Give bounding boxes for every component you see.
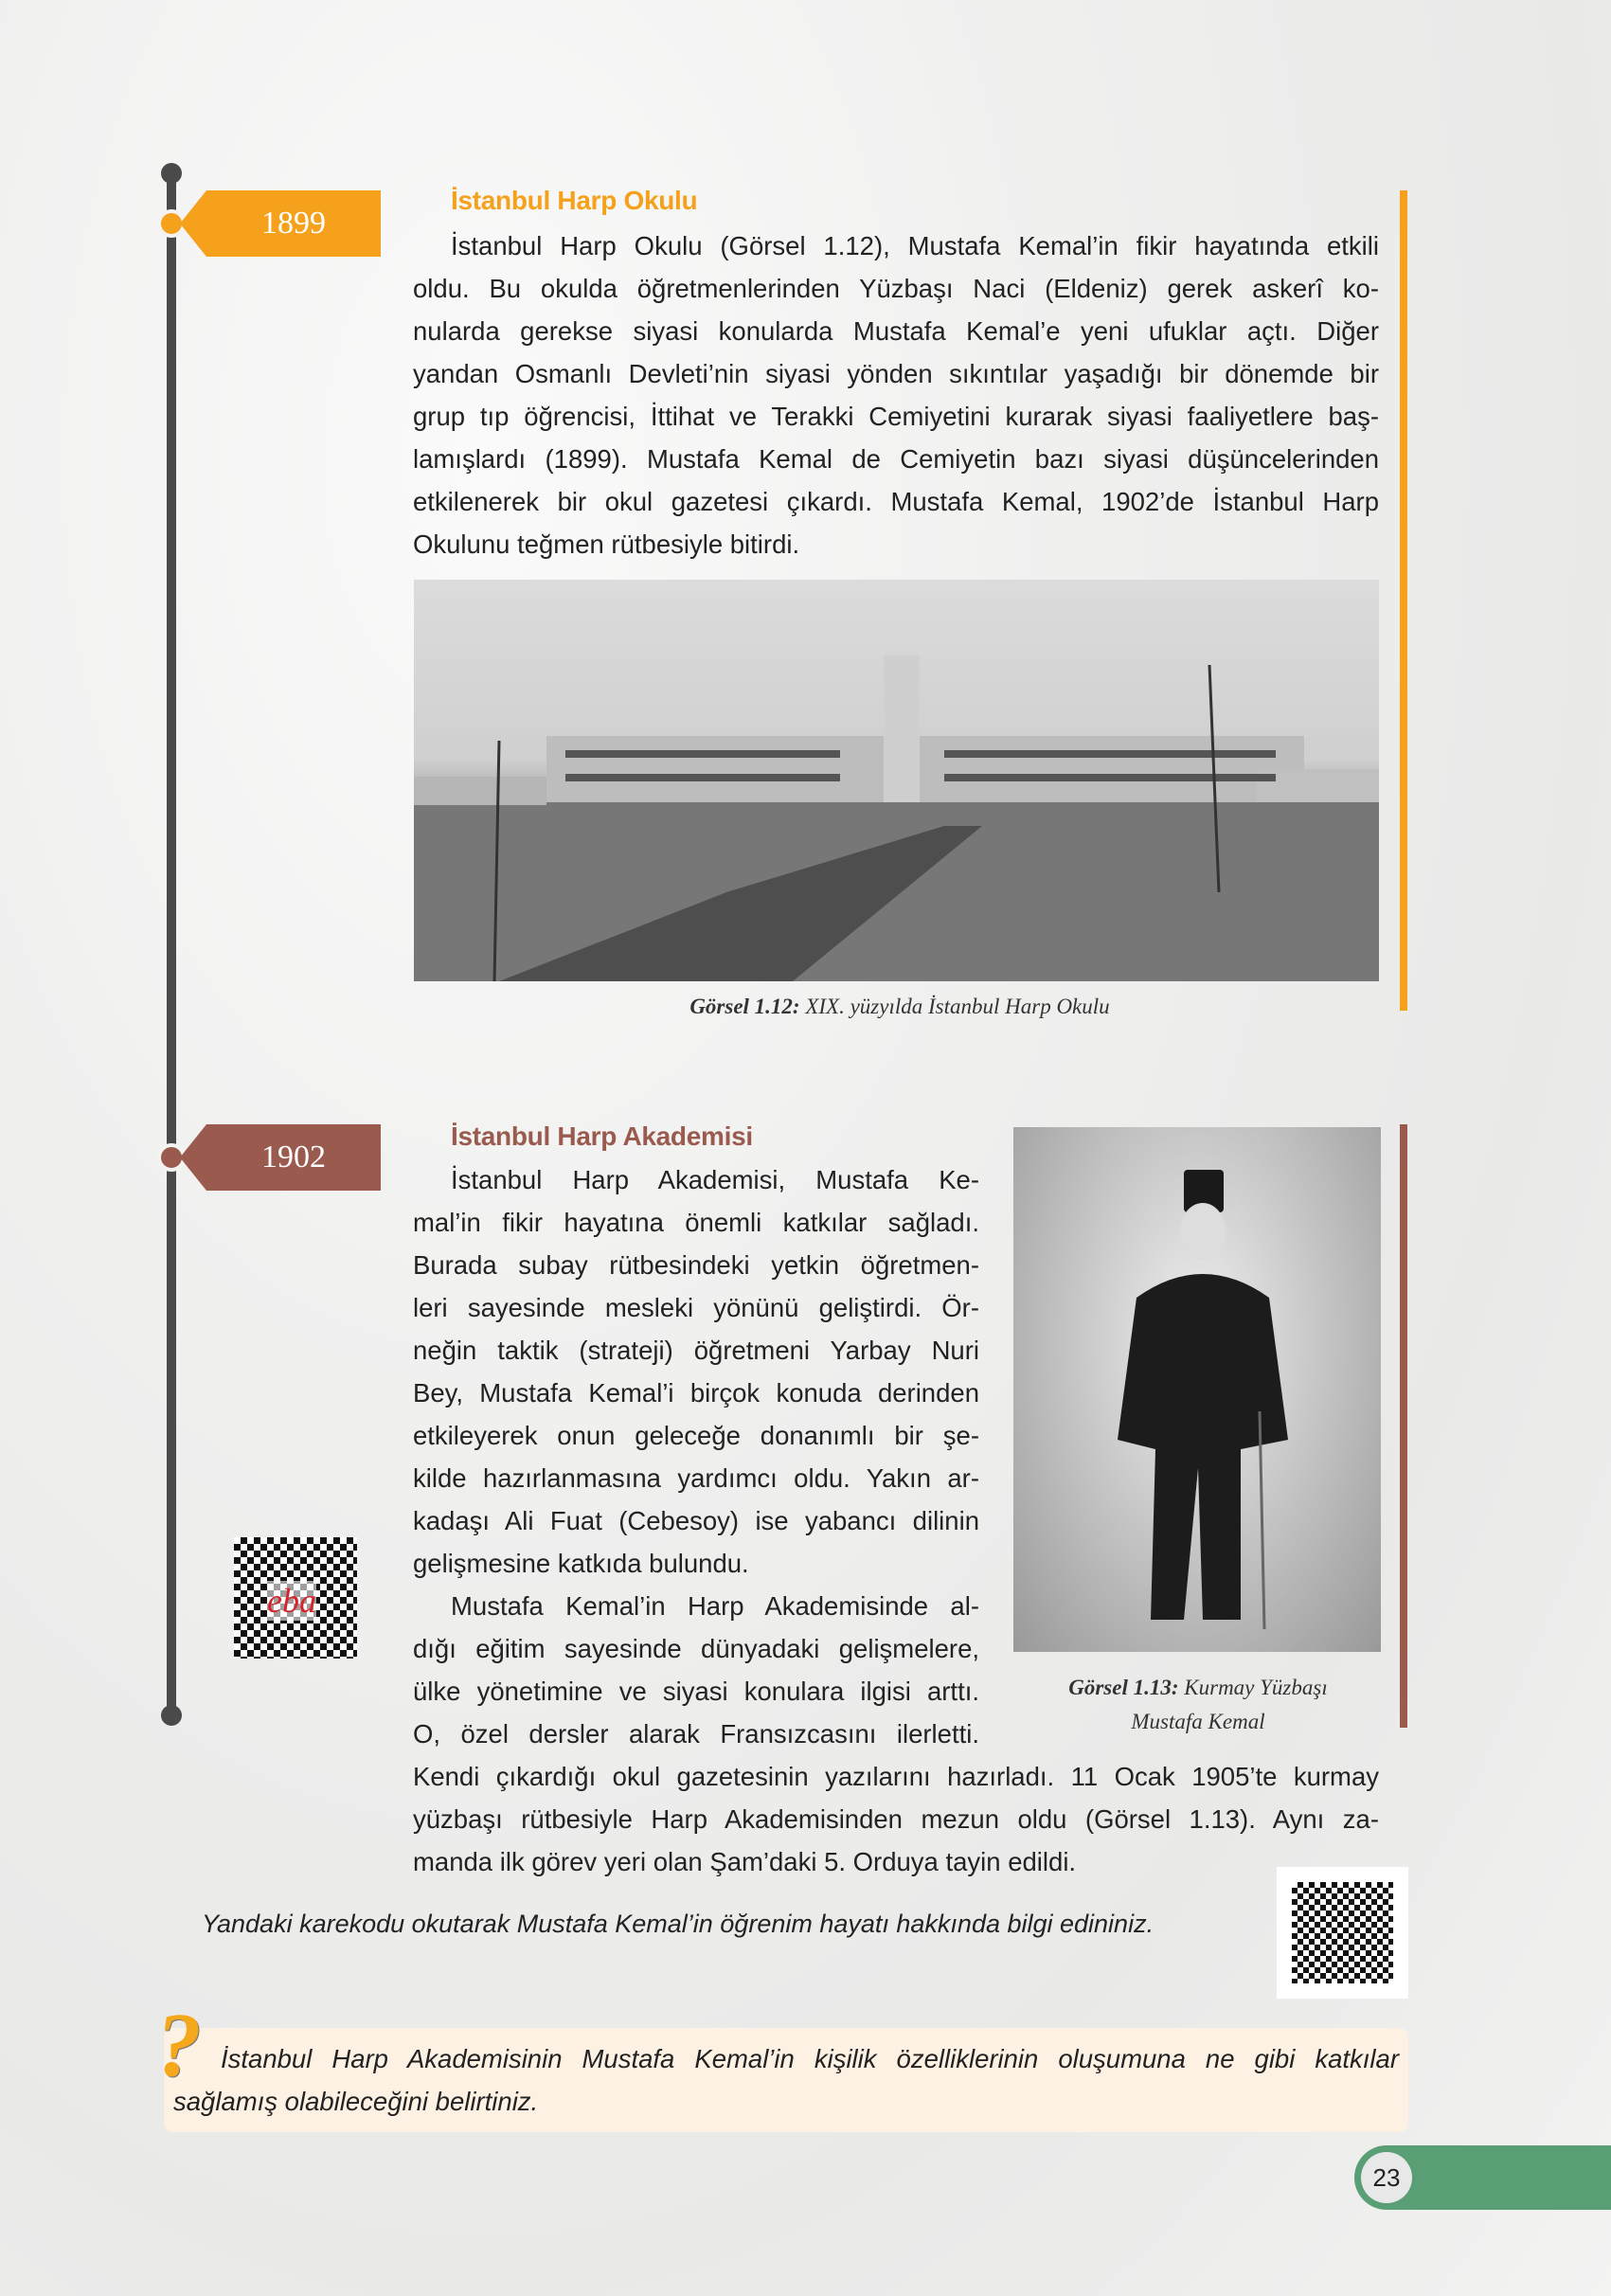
text-line: dığı eğitim sayesinde dünyadaki gelişmelere, (413, 1634, 979, 1663)
section2-paragraph (413, 1158, 979, 1755)
qr-instruction: Yandaki karekodu okutarak Mustafa Kemal’in öğrenim hayatı hakkında bilgi edininiz. (202, 1910, 1155, 1938)
text-line: gelişmesine katkıda bulundu. (413, 1549, 749, 1578)
year-badge-1902 (206, 1124, 381, 1191)
qr-pattern (1292, 1882, 1393, 1983)
text-line: grup tıp öğrencisi, İttihat ve Terakki Cemiyetini kurarak siyasi faaliyetlere baş- (413, 402, 1379, 431)
year-badge-1899 (206, 190, 381, 257)
text-line: Bey, Mustafa Kemal’i birçok konuda derinden (413, 1378, 979, 1408)
harp-okulu-photo (414, 580, 1379, 981)
text-line: yüzbaşı rütbesiyle Harp Akademisinden mezun oldu (Görsel 1.13). Aynı za- (413, 1804, 1379, 1834)
text-line: etkilenerek bir okul gazetesi çıkardı. Mustafa Kemal, 1902’de İstanbul Harp (413, 487, 1379, 516)
section-bar-brown (1400, 1124, 1407, 1728)
timeline-line (167, 172, 176, 1716)
text-line: mal’in fikir hayatına önemli katkılar sağladı. (413, 1208, 979, 1237)
text-line: kilde hazırlanmasına yardımcı oldu. Yakın ar- (413, 1463, 979, 1493)
section-title: İstanbul Harp Okulu (451, 186, 698, 215)
question-line: sağlamış olabileceğini belirtiniz. (173, 2087, 539, 2116)
caption-text: XIX. yüzyılda İstanbul Harp Okulu (799, 995, 1110, 1018)
text-line: neğin taktik (strateji) öğretmeni Yarbay Nuri (413, 1336, 979, 1365)
text-line: İstanbul Harp Okulu (Görsel 1.12), Mustafa Kemal’in fikir hayatında etkili (451, 231, 1379, 260)
page-number: 23 (1361, 2152, 1412, 2203)
text-line: Okulunu teğmen rütbesiyle bitirdi. (413, 529, 800, 559)
text-line: İstanbul Harp Akademisi, Mustafa Ke- (451, 1165, 979, 1194)
caption-label: Görsel 1.13: (1068, 1676, 1179, 1699)
timeline-end-cap (161, 1705, 182, 1726)
text-line: ülke yönetimine ve siyasi konulara ilgisi arttı. (413, 1677, 979, 1706)
question-mark-icon: ? (156, 1994, 202, 2095)
mustafa-kemal-portrait (1013, 1127, 1381, 1652)
year-label: 1902 (261, 1139, 326, 1175)
text-line: leri sayesinde mesleki yönünü geliştirdi. Ör- (413, 1293, 979, 1322)
text-line: etkileyerek onun geleceğe donanımlı bir şe- (413, 1421, 979, 1450)
year-label: 1899 (261, 206, 326, 241)
text-line: Kendi çıkardığı okul gazetesinin yazılarını hazırladı. 11 Ocak 1905’te kurmay (413, 1762, 1379, 1791)
section1-paragraph (413, 224, 1379, 565)
caption-label: Görsel 1.12: (689, 995, 800, 1018)
question-box (156, 1994, 1408, 2132)
text-line: nularda gerekse siyasi konularda Mustafa Kemal’e yeni ufuklar açtı. Diğer (413, 316, 1379, 346)
text-line: oldu. Bu okulda öğretmenlerinden Yüzbaşı Naci (Eldeniz) gerek askerî ko- (413, 274, 1379, 303)
timeline-start-cap (161, 163, 182, 184)
qr-code[interactable] (1277, 1867, 1408, 1999)
text-line: yandan Osmanlı Devleti’nin siyasi yönden sıkıntılar yaşadığı bir dönemde bir (413, 359, 1379, 388)
section-bar-orange (1400, 190, 1407, 1011)
eba-qr-code[interactable] (234, 1537, 357, 1659)
text-line: kadaşı Ali Fuat (Cebesoy) ise yabancı dilinin (413, 1506, 979, 1535)
section2-paragraph-continued (413, 1755, 1379, 1883)
text-line: manda ilk görev yeri olan Şam’daki 5. Orduya tayin edildi. (413, 1847, 1077, 1876)
text-line: Mustafa Kemal’in Harp Akademisinde al- (451, 1591, 979, 1621)
photo-caption-1 (568, 995, 1231, 1019)
eba-logo: eba (267, 1582, 316, 1620)
text-line: Burada subay rütbesindeki yetkin öğretmen- (413, 1250, 979, 1280)
caption-text-line2: Mustafa Kemal (1131, 1710, 1265, 1733)
text-line: lamışlardı (1899). Mustafa Kemal de Cemiyetin bazı siyasi düşüncelerinden (413, 444, 1379, 474)
photo-caption-2 (1013, 1671, 1383, 1739)
caption-text: Kurmay Yüzbaşı (1178, 1676, 1328, 1699)
section-title: İstanbul Harp Akademisi (451, 1121, 753, 1151)
question-line: İstanbul Harp Akademisinin Mustafa Kemal’in kişilik özelliklerinin oluşumuna ne gibi katkılar (221, 2044, 1399, 2073)
text-line: O, özel dersler alarak Fransızcasını ilerletti. (413, 1719, 979, 1749)
question-text (173, 2037, 1399, 2123)
